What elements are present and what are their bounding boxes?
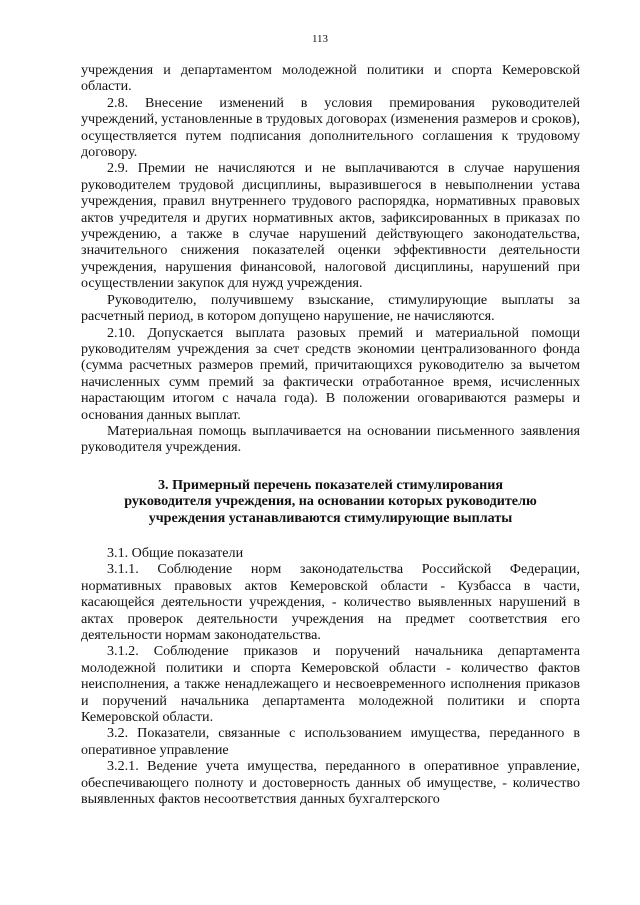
paragraph-3-2-1: 3.2.1. Ведение учета имущества, переданного в оперативное управление, обеспечивающего полноту и достоверность данных об имуществе, - количество выявленных фактов несоответствия данных бухгалтерского (81, 758, 580, 808)
paragraph-3-1-1: 3.1.1. Соблюдение норм законодательства Российской Федерации, нормативных правовых актов Кемеровской области - Кузбасса в части, касающейся деятельности учреждения, - количество выявленных нарушений в актах проверок деятельности учреждения на предмет соответствия его деятельности нормам законодательства. (81, 561, 580, 643)
section-heading-line-2: руководителя учреждения, на основании которых руководителю (124, 493, 537, 510)
paragraph-3-2: 3.2. Показатели, связанные с использованием имущества, переданного в оперативное управление (81, 725, 580, 758)
paragraph-material-aid: Материальная помощь выплачивается на основании письменного заявления руководителя учреждения. (81, 422, 580, 456)
paragraph-penalty-note: Руководителю, получившему взыскание, стимулирующие выплаты за расчетный период, в котором допущено нарушение, не начисляются. (81, 291, 580, 325)
paragraph-3-1-2: 3.1.2. Соблюдение приказов и поручений начальника департамента молодежной политики и спорта Кемеровской области - количество фактов неисполнения, а также ненадлежащего и несвоевременного исполнения приказов и поручений начальника департамента молодежной политики и спорта Кемеровской области. (81, 643, 580, 726)
page-number: 113 (311, 33, 329, 45)
paragraph-continuation: учреждения и департаментом молодежной политики и спорта Кемеровской области. (81, 62, 580, 95)
paragraph-3-1: 3.1. Общие показатели (107, 544, 244, 561)
paragraph-2-9: 2.9. Премии не начисляются и не выплачиваются в случае нарушения руководителем трудовой дисциплины, выразившегося в невыполнении устава учреждения, правил внутреннего трудового распорядка, нормативных правовых актов учредителя и других нормативных актов, зафиксированных в приказах по учреждению, а также в случае нарушений действующего законодательства, значительного снижения показателей оценки эффективности деятельности учреждения, нарушения финансовой, налоговой дисциплины, нарушений при осуществлении закупок для нужд учреждения. (81, 160, 580, 292)
section-heading (81, 477, 580, 526)
document-body (81, 62, 580, 807)
paragraph-2-10: 2.10. Допускается выплата разовых премий и материальной помощи руководителям учреждения за счет средств экономии централизованного фонда (сумма расчетных размеров премий, причитающихся руководителю за вычетом начисленных сумм премий за фактически отработанное время, исчисленных нарастающим итогом с начала года). В положении оговариваются размеры и основания данных выплат. (81, 324, 580, 423)
paragraph-2-8: 2.8. Внесение изменений в условия премирования руководителей учреждений, установленные в трудовых договорах (изменения размеров и сроков), осуществляется путем подписания дополнительного соглашения к трудовому договору. (81, 94, 580, 161)
section-heading-line-3: учреждения устанавливаются стимулирующие выплаты (148, 509, 513, 526)
section-heading-line-1: 3. Примерный перечень показателей стимулирования (157, 476, 504, 493)
